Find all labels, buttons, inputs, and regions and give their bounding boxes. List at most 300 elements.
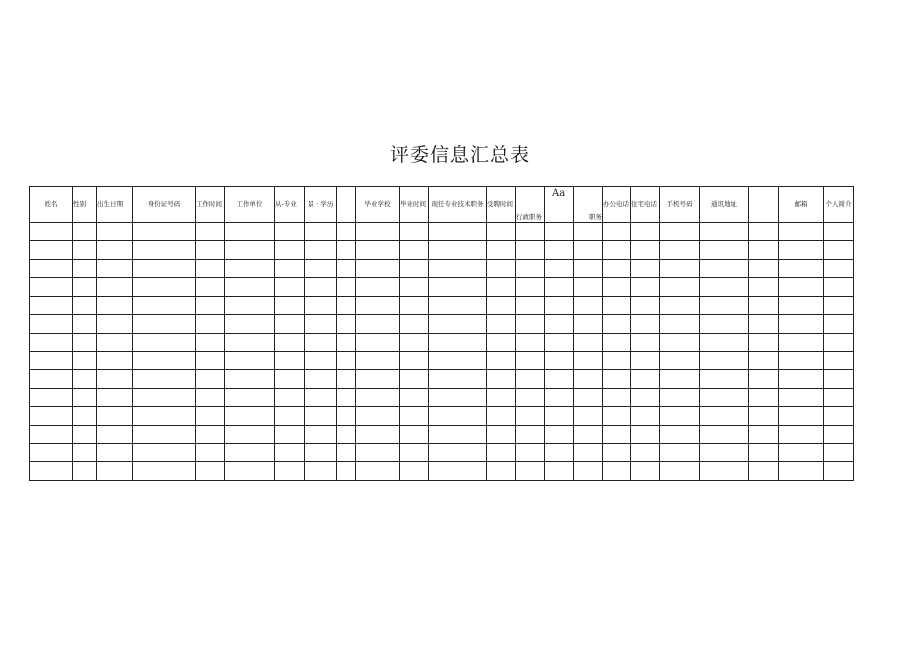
table-cell[interactable]: [97, 407, 133, 425]
table-cell[interactable]: [30, 259, 73, 277]
table-cell[interactable]: [225, 388, 275, 406]
table-cell[interactable]: [700, 425, 749, 443]
table-cell[interactable]: [275, 444, 305, 462]
table-cell[interactable]: [429, 315, 487, 333]
table-cell[interactable]: [779, 407, 824, 425]
table-cell[interactable]: [97, 296, 133, 314]
table-cell[interactable]: [275, 315, 305, 333]
table-cell[interactable]: [824, 241, 854, 259]
table-cell[interactable]: [516, 333, 545, 351]
table-cell[interactable]: [337, 462, 356, 481]
table-cell[interactable]: [516, 351, 545, 369]
table-cell[interactable]: [73, 296, 97, 314]
table-cell[interactable]: [574, 278, 603, 296]
table-cell[interactable]: [779, 333, 824, 351]
table-cell[interactable]: [305, 407, 337, 425]
table-cell[interactable]: [660, 370, 700, 388]
table-cell[interactable]: [779, 425, 824, 443]
table-cell[interactable]: [196, 333, 225, 351]
table-cell[interactable]: [196, 223, 225, 241]
table-cell[interactable]: [196, 296, 225, 314]
table-cell[interactable]: [225, 407, 275, 425]
table-cell[interactable]: [400, 223, 429, 241]
table-cell[interactable]: [305, 444, 337, 462]
table-cell[interactable]: [196, 444, 225, 462]
table-cell[interactable]: [574, 259, 603, 277]
table-cell[interactable]: [275, 407, 305, 425]
table-cell[interactable]: [516, 407, 545, 425]
table-cell[interactable]: [225, 259, 275, 277]
table-cell[interactable]: [700, 351, 749, 369]
table-cell[interactable]: [603, 315, 631, 333]
table-cell[interactable]: [574, 223, 603, 241]
table-cell[interactable]: [516, 278, 545, 296]
table-cell[interactable]: [97, 370, 133, 388]
table-cell[interactable]: [337, 388, 356, 406]
table-cell[interactable]: [660, 407, 700, 425]
table-cell[interactable]: [545, 444, 574, 462]
table-cell[interactable]: [356, 407, 400, 425]
table-cell[interactable]: [97, 351, 133, 369]
table-cell[interactable]: [97, 315, 133, 333]
table-cell[interactable]: [516, 370, 545, 388]
table-cell[interactable]: [516, 259, 545, 277]
table-cell[interactable]: [73, 444, 97, 462]
table-cell[interactable]: [516, 425, 545, 443]
table-cell[interactable]: [196, 241, 225, 259]
table-cell[interactable]: [700, 444, 749, 462]
table-cell[interactable]: [133, 370, 196, 388]
table-cell[interactable]: [196, 407, 225, 425]
table-cell[interactable]: [574, 388, 603, 406]
table-cell[interactable]: [824, 425, 854, 443]
table-cell[interactable]: [337, 315, 356, 333]
table-cell[interactable]: [356, 444, 400, 462]
table-cell[interactable]: [749, 407, 779, 425]
table-cell[interactable]: [97, 462, 133, 481]
table-cell[interactable]: [487, 315, 516, 333]
table-cell[interactable]: [356, 425, 400, 443]
table-cell[interactable]: [225, 333, 275, 351]
table-cell[interactable]: [400, 425, 429, 443]
table-cell[interactable]: [779, 388, 824, 406]
table-cell[interactable]: [305, 388, 337, 406]
table-cell[interactable]: [603, 296, 631, 314]
table-cell[interactable]: [660, 388, 700, 406]
table-cell[interactable]: [337, 425, 356, 443]
table-cell[interactable]: [824, 296, 854, 314]
table-cell[interactable]: [356, 223, 400, 241]
table-cell[interactable]: [574, 241, 603, 259]
table-cell[interactable]: [196, 388, 225, 406]
table-cell[interactable]: [275, 278, 305, 296]
table-cell[interactable]: [275, 223, 305, 241]
table-cell[interactable]: [779, 278, 824, 296]
table-cell[interactable]: [337, 444, 356, 462]
table-cell[interactable]: [97, 223, 133, 241]
table-cell[interactable]: [356, 278, 400, 296]
table-cell[interactable]: [545, 407, 574, 425]
table-cell[interactable]: [487, 278, 516, 296]
table-cell[interactable]: [337, 296, 356, 314]
table-cell[interactable]: [545, 315, 574, 333]
table-cell[interactable]: [73, 407, 97, 425]
table-cell[interactable]: [429, 278, 487, 296]
table-cell[interactable]: [516, 241, 545, 259]
table-cell[interactable]: [305, 333, 337, 351]
table-cell[interactable]: [700, 259, 749, 277]
table-cell[interactable]: [631, 425, 660, 443]
table-cell[interactable]: [749, 370, 779, 388]
table-cell[interactable]: [30, 315, 73, 333]
table-cell[interactable]: [400, 351, 429, 369]
table-cell[interactable]: [631, 315, 660, 333]
table-cell[interactable]: [225, 425, 275, 443]
table-cell[interactable]: [429, 259, 487, 277]
table-cell[interactable]: [400, 278, 429, 296]
table-cell[interactable]: [305, 351, 337, 369]
table-cell[interactable]: [275, 425, 305, 443]
table-cell[interactable]: [275, 370, 305, 388]
table-cell[interactable]: [487, 370, 516, 388]
table-cell[interactable]: [73, 223, 97, 241]
table-cell[interactable]: [545, 370, 574, 388]
table-cell[interactable]: [133, 462, 196, 481]
table-cell[interactable]: [749, 259, 779, 277]
table-cell[interactable]: [305, 278, 337, 296]
table-cell[interactable]: [660, 444, 700, 462]
table-cell[interactable]: [660, 315, 700, 333]
table-cell[interactable]: [516, 444, 545, 462]
table-cell[interactable]: [400, 296, 429, 314]
table-cell[interactable]: [429, 444, 487, 462]
table-cell[interactable]: [429, 223, 487, 241]
table-cell[interactable]: [631, 444, 660, 462]
table-cell[interactable]: [779, 223, 824, 241]
table-cell[interactable]: [516, 223, 545, 241]
table-cell[interactable]: [356, 241, 400, 259]
table-cell[interactable]: [133, 223, 196, 241]
table-cell[interactable]: [305, 241, 337, 259]
table-cell[interactable]: [97, 388, 133, 406]
table-cell[interactable]: [824, 444, 854, 462]
table-cell[interactable]: [337, 223, 356, 241]
table-cell[interactable]: [133, 444, 196, 462]
table-cell[interactable]: [545, 278, 574, 296]
table-cell[interactable]: [603, 462, 631, 481]
table-cell[interactable]: [275, 259, 305, 277]
table-cell[interactable]: [660, 278, 700, 296]
table-cell[interactable]: [631, 241, 660, 259]
table-cell[interactable]: [516, 462, 545, 481]
table-cell[interactable]: [487, 223, 516, 241]
table-cell[interactable]: [487, 407, 516, 425]
table-cell[interactable]: [779, 462, 824, 481]
table-cell[interactable]: [631, 407, 660, 425]
table-cell[interactable]: [631, 223, 660, 241]
table-cell[interactable]: [660, 351, 700, 369]
table-cell[interactable]: [73, 425, 97, 443]
table-cell[interactable]: [487, 462, 516, 481]
table-cell[interactable]: [225, 315, 275, 333]
table-cell[interactable]: [225, 462, 275, 481]
table-cell[interactable]: [824, 278, 854, 296]
table-cell[interactable]: [97, 333, 133, 351]
table-cell[interactable]: [275, 241, 305, 259]
table-cell[interactable]: [603, 259, 631, 277]
table-cell[interactable]: [603, 407, 631, 425]
table-cell[interactable]: [574, 462, 603, 481]
table-cell[interactable]: [400, 462, 429, 481]
table-cell[interactable]: [631, 351, 660, 369]
table-cell[interactable]: [545, 223, 574, 241]
table-cell[interactable]: [429, 296, 487, 314]
table-cell[interactable]: [30, 370, 73, 388]
table-cell[interactable]: [700, 388, 749, 406]
table-cell[interactable]: [30, 425, 73, 443]
table-cell[interactable]: [97, 278, 133, 296]
table-cell[interactable]: [275, 296, 305, 314]
table-cell[interactable]: [337, 259, 356, 277]
table-cell[interactable]: [603, 370, 631, 388]
table-cell[interactable]: [337, 370, 356, 388]
table-cell[interactable]: [97, 259, 133, 277]
table-cell[interactable]: [225, 444, 275, 462]
table-cell[interactable]: [779, 296, 824, 314]
table-cell[interactable]: [574, 296, 603, 314]
table-cell[interactable]: [487, 351, 516, 369]
table-cell[interactable]: [603, 388, 631, 406]
table-cell[interactable]: [196, 462, 225, 481]
table-cell[interactable]: [545, 425, 574, 443]
table-cell[interactable]: [603, 241, 631, 259]
table-cell[interactable]: [603, 351, 631, 369]
table-cell[interactable]: [97, 241, 133, 259]
table-cell[interactable]: [660, 259, 700, 277]
table-cell[interactable]: [73, 351, 97, 369]
table-cell[interactable]: [574, 315, 603, 333]
table-cell[interactable]: [400, 370, 429, 388]
table-cell[interactable]: [779, 444, 824, 462]
table-cell[interactable]: [73, 241, 97, 259]
table-cell[interactable]: [779, 370, 824, 388]
table-cell[interactable]: [631, 462, 660, 481]
table-cell[interactable]: [337, 407, 356, 425]
table-cell[interactable]: [487, 241, 516, 259]
table-cell[interactable]: [133, 241, 196, 259]
table-cell[interactable]: [97, 444, 133, 462]
table-cell[interactable]: [574, 407, 603, 425]
table-cell[interactable]: [660, 333, 700, 351]
table-cell[interactable]: [275, 333, 305, 351]
table-cell[interactable]: [700, 241, 749, 259]
table-cell[interactable]: [749, 296, 779, 314]
table-cell[interactable]: [824, 407, 854, 425]
table-cell[interactable]: [660, 425, 700, 443]
table-cell[interactable]: [631, 278, 660, 296]
table-cell[interactable]: [779, 241, 824, 259]
table-cell[interactable]: [487, 444, 516, 462]
table-cell[interactable]: [574, 351, 603, 369]
table-cell[interactable]: [487, 388, 516, 406]
table-cell[interactable]: [225, 278, 275, 296]
table-cell[interactable]: [429, 388, 487, 406]
table-cell[interactable]: [73, 370, 97, 388]
table-cell[interactable]: [660, 223, 700, 241]
table-cell[interactable]: [305, 296, 337, 314]
table-cell[interactable]: [400, 333, 429, 351]
table-cell[interactable]: [749, 315, 779, 333]
table-cell[interactable]: [516, 315, 545, 333]
table-cell[interactable]: [545, 333, 574, 351]
table-cell[interactable]: [631, 259, 660, 277]
table-cell[interactable]: [30, 296, 73, 314]
table-cell[interactable]: [400, 407, 429, 425]
table-cell[interactable]: [749, 388, 779, 406]
table-cell[interactable]: [631, 296, 660, 314]
table-cell[interactable]: [356, 296, 400, 314]
table-cell[interactable]: [545, 241, 574, 259]
table-cell[interactable]: [603, 223, 631, 241]
table-cell[interactable]: [516, 296, 545, 314]
table-cell[interactable]: [824, 259, 854, 277]
table-cell[interactable]: [545, 259, 574, 277]
table-cell[interactable]: [196, 370, 225, 388]
table-cell[interactable]: [305, 370, 337, 388]
table-cell[interactable]: [400, 444, 429, 462]
table-cell[interactable]: [225, 241, 275, 259]
table-cell[interactable]: [133, 351, 196, 369]
table-cell[interactable]: [337, 351, 356, 369]
table-cell[interactable]: [779, 315, 824, 333]
table-cell[interactable]: [196, 315, 225, 333]
table-cell[interactable]: [133, 259, 196, 277]
table-cell[interactable]: [133, 425, 196, 443]
table-cell[interactable]: [305, 425, 337, 443]
table-cell[interactable]: [337, 241, 356, 259]
table-cell[interactable]: [700, 278, 749, 296]
table-cell[interactable]: [356, 462, 400, 481]
table-cell[interactable]: [429, 351, 487, 369]
table-cell[interactable]: [225, 370, 275, 388]
table-cell[interactable]: [30, 278, 73, 296]
table-cell[interactable]: [429, 241, 487, 259]
table-cell[interactable]: [700, 407, 749, 425]
table-cell[interactable]: [133, 296, 196, 314]
table-cell[interactable]: [429, 462, 487, 481]
table-cell[interactable]: [356, 259, 400, 277]
table-cell[interactable]: [305, 315, 337, 333]
table-cell[interactable]: [429, 407, 487, 425]
table-cell[interactable]: [30, 333, 73, 351]
table-cell[interactable]: [700, 370, 749, 388]
table-cell[interactable]: [824, 370, 854, 388]
table-cell[interactable]: [574, 444, 603, 462]
table-cell[interactable]: [400, 388, 429, 406]
table-cell[interactable]: [196, 425, 225, 443]
table-cell[interactable]: [749, 241, 779, 259]
table-cell[interactable]: [700, 296, 749, 314]
table-cell[interactable]: [30, 351, 73, 369]
table-cell[interactable]: [196, 278, 225, 296]
table-cell[interactable]: [824, 315, 854, 333]
table-cell[interactable]: [545, 351, 574, 369]
table-cell[interactable]: [749, 351, 779, 369]
table-cell[interactable]: [73, 278, 97, 296]
table-cell[interactable]: [749, 444, 779, 462]
table-cell[interactable]: [700, 462, 749, 481]
table-cell[interactable]: [487, 259, 516, 277]
table-cell[interactable]: [133, 407, 196, 425]
table-cell[interactable]: [73, 388, 97, 406]
table-cell[interactable]: [30, 241, 73, 259]
table-cell[interactable]: [337, 278, 356, 296]
table-cell[interactable]: [631, 388, 660, 406]
table-cell[interactable]: [779, 259, 824, 277]
table-cell[interactable]: [516, 388, 545, 406]
table-cell[interactable]: [356, 333, 400, 351]
table-cell[interactable]: [133, 278, 196, 296]
table-cell[interactable]: [97, 425, 133, 443]
table-cell[interactable]: [30, 388, 73, 406]
table-cell[interactable]: [400, 259, 429, 277]
table-cell[interactable]: [779, 351, 824, 369]
table-cell[interactable]: [749, 223, 779, 241]
table-cell[interactable]: [700, 333, 749, 351]
table-cell[interactable]: [400, 315, 429, 333]
table-cell[interactable]: [133, 388, 196, 406]
table-cell[interactable]: [133, 315, 196, 333]
table-cell[interactable]: [356, 370, 400, 388]
table-cell[interactable]: [30, 223, 73, 241]
table-cell[interactable]: [487, 425, 516, 443]
table-cell[interactable]: [275, 351, 305, 369]
table-cell[interactable]: [429, 425, 487, 443]
table-cell[interactable]: [400, 241, 429, 259]
table-cell[interactable]: [603, 278, 631, 296]
table-cell[interactable]: [305, 462, 337, 481]
table-cell[interactable]: [660, 296, 700, 314]
table-cell[interactable]: [574, 425, 603, 443]
table-cell[interactable]: [749, 278, 779, 296]
table-cell[interactable]: [749, 462, 779, 481]
table-cell[interactable]: [356, 388, 400, 406]
table-cell[interactable]: [824, 351, 854, 369]
table-cell[interactable]: [603, 333, 631, 351]
table-cell[interactable]: [73, 259, 97, 277]
table-cell[interactable]: [824, 333, 854, 351]
table-cell[interactable]: [487, 333, 516, 351]
table-cell[interactable]: [660, 241, 700, 259]
table-cell[interactable]: [749, 425, 779, 443]
table-cell[interactable]: [73, 462, 97, 481]
table-cell[interactable]: [429, 333, 487, 351]
table-cell[interactable]: [30, 462, 73, 481]
table-cell[interactable]: [225, 296, 275, 314]
table-cell[interactable]: [631, 333, 660, 351]
table-cell[interactable]: [574, 333, 603, 351]
table-cell[interactable]: [545, 388, 574, 406]
table-cell[interactable]: [603, 444, 631, 462]
table-cell[interactable]: [305, 223, 337, 241]
table-cell[interactable]: [30, 407, 73, 425]
table-cell[interactable]: [574, 370, 603, 388]
table-cell[interactable]: [824, 462, 854, 481]
table-cell[interactable]: [700, 315, 749, 333]
table-cell[interactable]: [225, 351, 275, 369]
table-cell[interactable]: [545, 462, 574, 481]
table-cell[interactable]: [603, 425, 631, 443]
